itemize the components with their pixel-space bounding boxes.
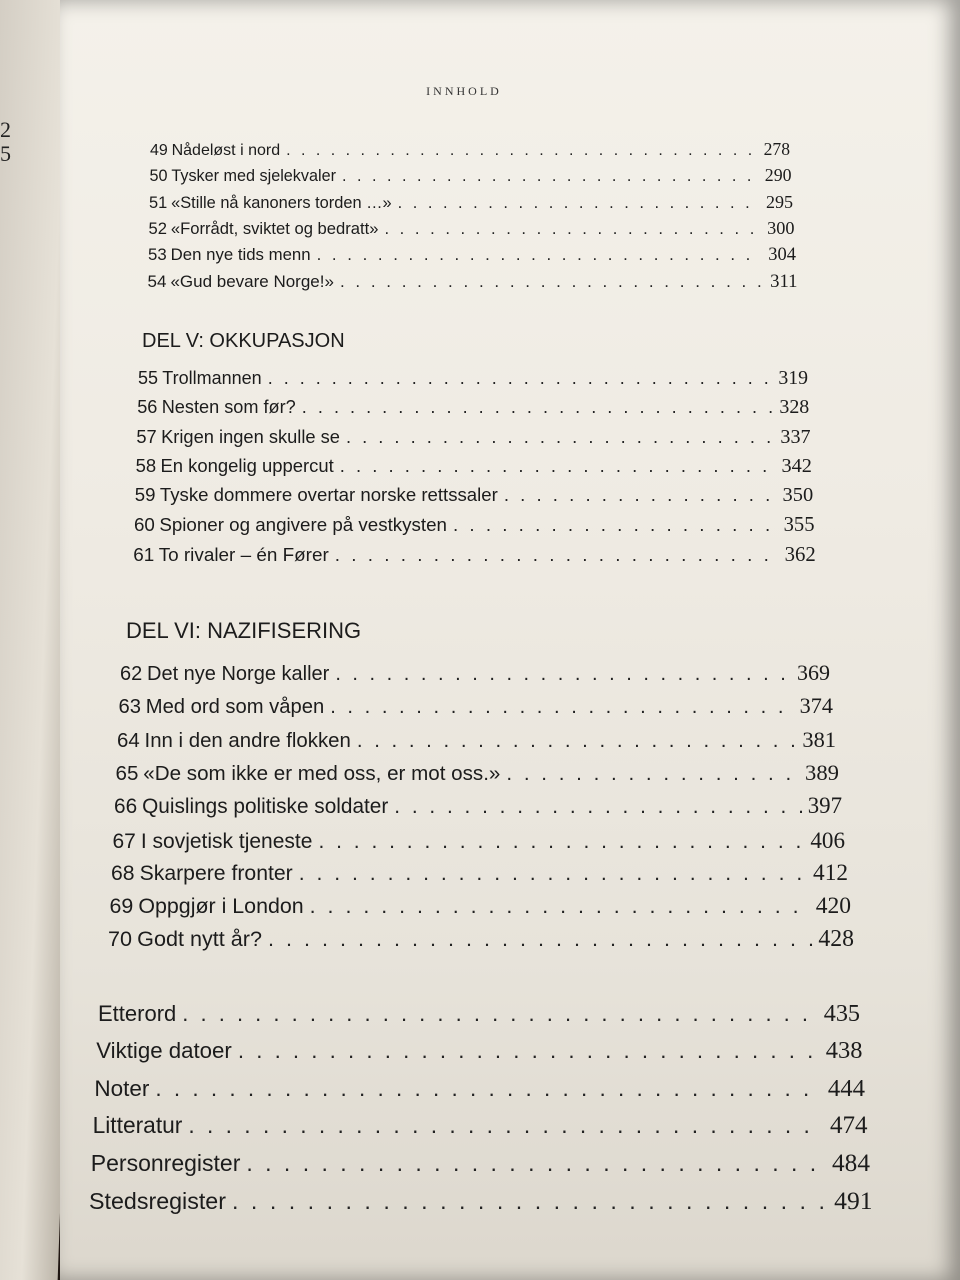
chapter-number: 59 [134, 484, 156, 506]
page-number: 412 [813, 859, 848, 886]
chapter-title: Tysker med sjelekvaler [171, 167, 336, 186]
toc-entry [108, 926, 854, 953]
dot-leader [232, 1188, 828, 1215]
page-number: 362 [784, 543, 816, 567]
section-heading: DEL V: OKKUPASJON [142, 330, 345, 352]
chapter-number: 70 [108, 926, 133, 952]
chapter-number: 56 [137, 397, 158, 418]
chapter-number: 57 [136, 425, 157, 447]
page-number: 300 [767, 217, 795, 238]
left-page-fragment: 2 5 [0, 117, 11, 166]
toc-entry [137, 396, 809, 419]
dot-leader [299, 862, 807, 886]
chapter-title: «Gud bevare Norge!» [170, 271, 334, 291]
dot-leader [453, 514, 778, 536]
chapter-title: Krigen ingen skulle se [161, 425, 340, 447]
dot-leader [506, 762, 799, 786]
chapter-number: 58 [135, 455, 157, 477]
toc-entry [134, 514, 815, 537]
page-number: 295 [765, 191, 793, 212]
dot-leader [346, 426, 774, 448]
chapter-title: Tyske dommere overtar norske rettssaler [159, 484, 498, 506]
toc-entry [148, 244, 796, 265]
toc-entry [110, 893, 852, 920]
toc-entry [117, 727, 836, 753]
toc-entry [93, 1112, 868, 1140]
chapter-title: Viktige datoer [96, 1038, 232, 1064]
chapter-title: Noter [94, 1075, 150, 1101]
chapter-title: To rivaler – én Fører [158, 545, 329, 567]
chapter-title: Etterord [98, 1001, 177, 1026]
chapter-number: 62 [120, 663, 143, 685]
toc-entry [96, 1037, 862, 1065]
chapter-number: 55 [138, 368, 159, 388]
chapter-title: Den nye tids menn [170, 245, 311, 265]
dot-leader [317, 245, 763, 265]
toc-entry [113, 827, 846, 854]
chapter-title: Nådeløst i nord [171, 142, 281, 159]
dot-leader [398, 194, 760, 213]
page-number: 420 [815, 893, 851, 920]
dot-leader [384, 219, 761, 239]
chapter-number: 69 [109, 894, 134, 919]
running-header: INNHOLD [426, 84, 502, 98]
chapter-title: «De som ikke er med oss, er mot oss.» [143, 761, 501, 785]
toc-entry [149, 218, 795, 239]
toc-entry [94, 1075, 865, 1103]
page-number: 397 [807, 793, 842, 819]
dot-leader [330, 696, 793, 719]
page-number: 428 [818, 926, 854, 953]
dot-leader [335, 663, 791, 686]
toc-entry [116, 760, 840, 786]
chapter-title: Personregister [90, 1150, 241, 1176]
page-number: 350 [782, 484, 814, 507]
page-number: 328 [779, 396, 810, 419]
page-number: 355 [783, 513, 815, 536]
page-number: 389 [805, 759, 839, 785]
chapter-number: 60 [134, 513, 155, 535]
toc-entry [136, 426, 810, 449]
chapter-number: 61 [133, 545, 155, 567]
chapter-title: Med ord som våpen [145, 696, 325, 719]
dot-leader [357, 730, 796, 753]
toc-entry [119, 693, 834, 719]
dot-leader [182, 1001, 817, 1027]
page-number: 290 [764, 165, 792, 186]
page-number: 374 [799, 693, 833, 719]
toc-entry [150, 139, 790, 160]
page-number: 406 [810, 826, 845, 853]
page-number: 444 [827, 1074, 865, 1102]
page-number: 474 [829, 1111, 868, 1139]
dot-leader [318, 830, 804, 854]
chapter-title: «Forrådt, sviktet og bedratt» [170, 218, 379, 238]
chapter-number: 65 [115, 761, 139, 785]
page-number: 381 [802, 726, 836, 752]
toc-entry [150, 165, 792, 186]
toc-entry [138, 367, 808, 390]
toc-entry [89, 1186, 873, 1216]
page-number: 491 [834, 1186, 873, 1216]
dot-leader [155, 1076, 821, 1102]
toc-entry [148, 271, 798, 293]
dot-leader [342, 167, 759, 186]
chapter-title: Oppgjør i London [138, 894, 304, 919]
page-number: 438 [825, 1037, 863, 1065]
section-heading: DEL VI: NAZIFISERING [126, 618, 362, 643]
page-number: 369 [797, 660, 830, 685]
chapter-title: Godt nytt år? [137, 926, 262, 952]
chapter-number: 50 [149, 167, 168, 186]
chapter-title: Det nye Norge kaller [147, 663, 330, 685]
chapter-title: Quislings politiske soldater [142, 795, 389, 819]
dot-leader [394, 795, 801, 819]
page-number: 311 [770, 270, 798, 292]
toc-entry [149, 192, 793, 213]
chapter-number: 53 [148, 245, 167, 265]
chapter-number: 67 [112, 829, 136, 853]
toc-entry [91, 1149, 870, 1178]
dot-leader [335, 545, 779, 567]
page-number: 319 [778, 367, 808, 389]
chapter-title: Litteratur [92, 1111, 183, 1138]
chapter-title: Skarpere fronter [139, 861, 293, 885]
chapter-number: 51 [149, 193, 168, 212]
page-number: 337 [780, 425, 811, 448]
chapter-title: Stedsregister [89, 1188, 226, 1215]
dot-leader [504, 484, 777, 506]
dot-leader [340, 455, 776, 477]
chapter-title: Trollmannen [162, 368, 262, 388]
dot-leader [238, 1038, 820, 1064]
dot-leader [268, 926, 812, 952]
chapter-number: 49 [150, 142, 168, 159]
page-number: 435 [823, 1000, 860, 1027]
toc-entry [133, 543, 816, 567]
dot-leader [340, 272, 764, 292]
dot-leader [188, 1112, 824, 1139]
chapter-number: 64 [117, 729, 140, 752]
chapter-title: I sovjetisk tjeneste [140, 829, 313, 853]
page-number: 484 [832, 1149, 870, 1177]
page-number: 278 [763, 139, 790, 159]
chapter-number: 68 [111, 861, 135, 885]
chapter-number: 66 [114, 795, 138, 819]
chapter-title: Spioner og angivere på vestkysten [159, 513, 447, 535]
chapter-number: 52 [148, 218, 167, 238]
page-number: 342 [781, 455, 812, 478]
dot-leader [302, 397, 774, 418]
toc-entry [98, 1000, 860, 1028]
dot-leader [268, 368, 773, 389]
page-number: 304 [768, 244, 796, 265]
chapter-title: «Stille nå kanoners torden …» [171, 193, 392, 212]
chapter-title: Nesten som før? [161, 397, 296, 418]
chapter-title: Inn i den andre flokken [144, 729, 351, 752]
toc-entry [120, 660, 830, 686]
dot-leader [286, 142, 758, 160]
chapter-number: 63 [118, 696, 141, 719]
chapter-title: En kongelig uppercut [160, 455, 334, 477]
dot-leader [310, 894, 810, 919]
toc-entry [111, 860, 848, 887]
dot-leader [246, 1150, 826, 1177]
chapter-number: 54 [147, 271, 167, 291]
toc-entry [136, 455, 812, 478]
toc-entry [114, 793, 842, 819]
toc-entry [135, 484, 813, 507]
